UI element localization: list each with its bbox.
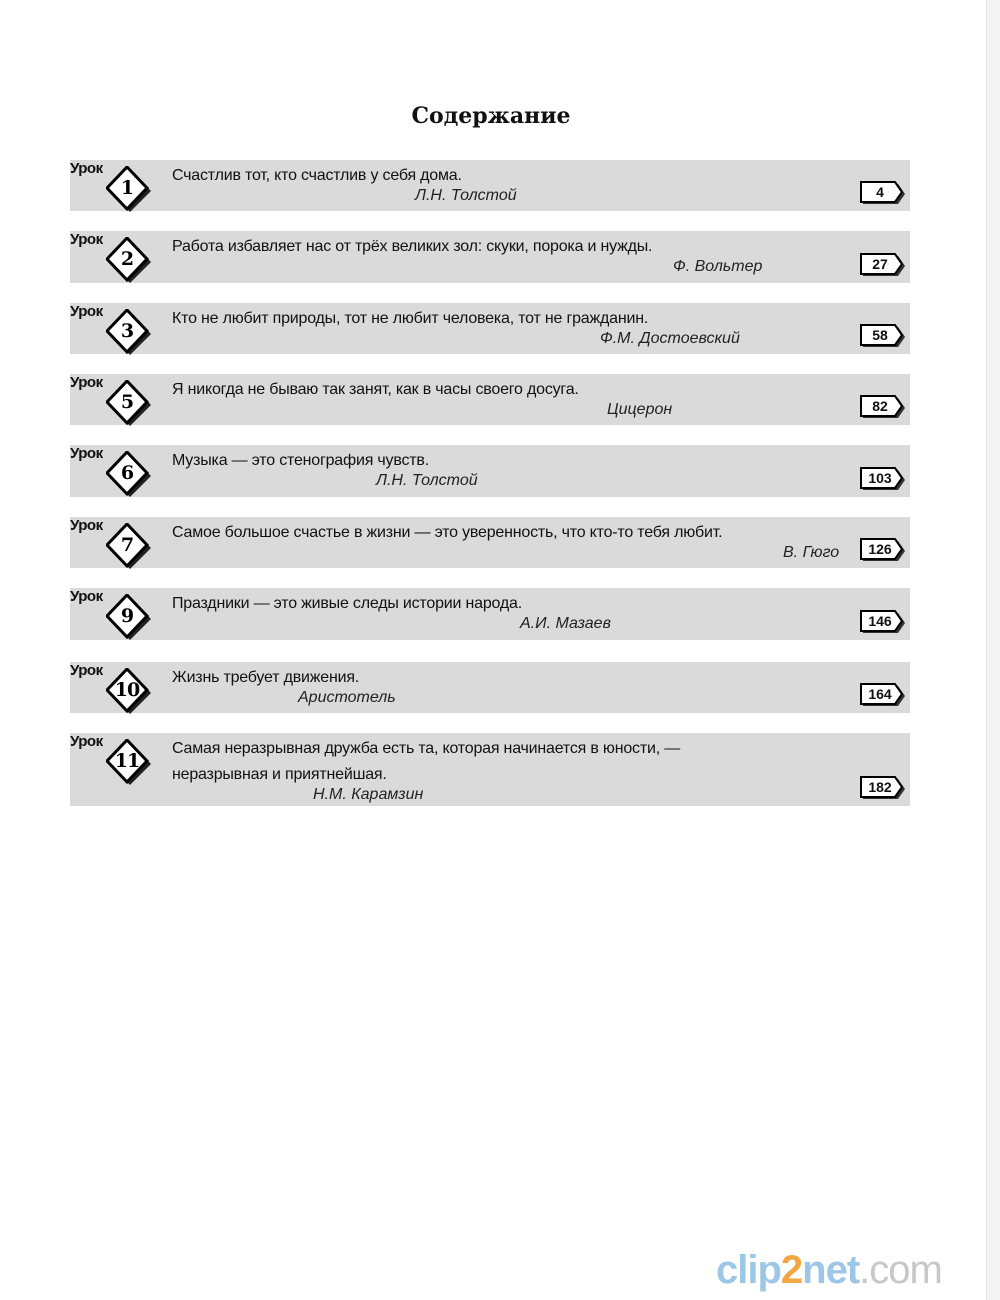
page-number-badge[interactable] (860, 253, 906, 277)
page-number: 126 (868, 541, 892, 557)
toc-entry[interactable] (70, 733, 910, 806)
toc-entry[interactable] (70, 445, 910, 497)
quote-line: Работа избавляет нас от трёх великих зол: скуки, порока и нужды. (172, 238, 653, 255)
lesson-number: 10 (114, 679, 140, 701)
page-number-badge[interactable] (860, 324, 906, 348)
toc-entry[interactable] (70, 303, 910, 354)
lesson-label: Урок (70, 374, 103, 391)
quote-line: Праздники — это живые следы истории народа. (172, 595, 522, 612)
quote-author: Аристотель (298, 689, 396, 706)
lesson-quote (172, 306, 648, 332)
lesson-quote (172, 377, 579, 403)
page-number: 4 (876, 184, 884, 200)
lesson-number: 3 (120, 320, 134, 342)
page-number-badge[interactable] (860, 683, 906, 707)
lesson-label: Урок (70, 445, 103, 462)
page-number-badge[interactable] (860, 395, 906, 419)
page-number-badge[interactable] (860, 776, 906, 800)
page-number: 58 (872, 327, 888, 343)
lesson-number: 5 (120, 391, 134, 413)
quote-author: Ф.М. Достоевский (600, 330, 740, 347)
quote-author: Цицерон (607, 401, 673, 418)
page-number: 82 (872, 398, 888, 414)
lesson-number: 11 (114, 750, 140, 772)
page-number: 182 (868, 779, 892, 795)
page-number-badge[interactable] (860, 610, 906, 634)
lesson-quote (172, 448, 429, 474)
lesson-label: Урок (70, 588, 103, 605)
toc-entry[interactable] (70, 374, 910, 425)
quote-line: Счастлив тот, кто счастлив у себя дома. (172, 167, 462, 184)
lesson-number: 7 (120, 534, 134, 556)
quote-line: Кто не любит природы, тот не любит человека, тот не гражданин. (172, 310, 649, 327)
lesson-label: Урок (70, 231, 103, 248)
lesson-quote (172, 234, 652, 260)
page-number: 146 (868, 613, 892, 629)
page-number-badge[interactable] (860, 467, 906, 491)
toc-entry[interactable] (70, 517, 910, 568)
page-edge (986, 0, 1000, 1300)
lesson-quote (172, 163, 462, 189)
toc-entry[interactable] (70, 588, 910, 640)
lesson-number: 1 (120, 177, 134, 199)
page-number-badge[interactable] (860, 181, 906, 205)
lesson-quote (172, 736, 680, 788)
page-number-badge[interactable] (860, 538, 906, 562)
quote-line: Жизнь требует движения. (172, 669, 360, 686)
toc-entry[interactable] (70, 160, 910, 211)
lesson-quote (172, 520, 722, 546)
page-number: 27 (872, 256, 888, 272)
lesson-number: 9 (120, 605, 134, 627)
toc-entry[interactable] (70, 662, 910, 713)
quote-author: Ф. Вольтер (673, 258, 763, 275)
lesson-label: Урок (70, 160, 103, 177)
quote-author: В. Гюго (783, 544, 840, 561)
lesson-label: Урок (70, 662, 103, 679)
quote-author: А.И. Мазаев (520, 615, 611, 632)
lesson-number: 6 (120, 462, 134, 484)
quote-author: Л.Н. Толстой (415, 187, 517, 204)
quote-line: Музыка — это стенография чувств. (172, 452, 429, 469)
quote-line: Самая неразрывная дружба есть та, которая начинается в юности, — (172, 740, 681, 757)
page-title: Содержание (411, 103, 571, 129)
quote-line: Я никогда не бываю так занят, как в часы своего досуга. (172, 381, 579, 398)
lesson-label: Урок (70, 303, 103, 320)
lesson-label: Урок (70, 733, 103, 750)
toc-entry[interactable] (70, 231, 910, 283)
quote-line: неразрывная и приятнейшая. (172, 766, 387, 783)
lesson-number: 2 (120, 248, 134, 270)
page-number: 164 (868, 686, 892, 702)
clip2net-watermark: clip2net.com (716, 1248, 942, 1292)
lesson-quote (172, 665, 359, 691)
lesson-label: Урок (70, 517, 103, 534)
page-number: 103 (868, 470, 892, 486)
quote-line: Самое большое счастье в жизни — это уверенность, что кто-то тебя любит. (172, 524, 723, 541)
lesson-quote (172, 591, 522, 617)
quote-author: Н.М. Карамзин (313, 786, 424, 803)
quote-author: Л.Н. Толстой (376, 472, 478, 489)
